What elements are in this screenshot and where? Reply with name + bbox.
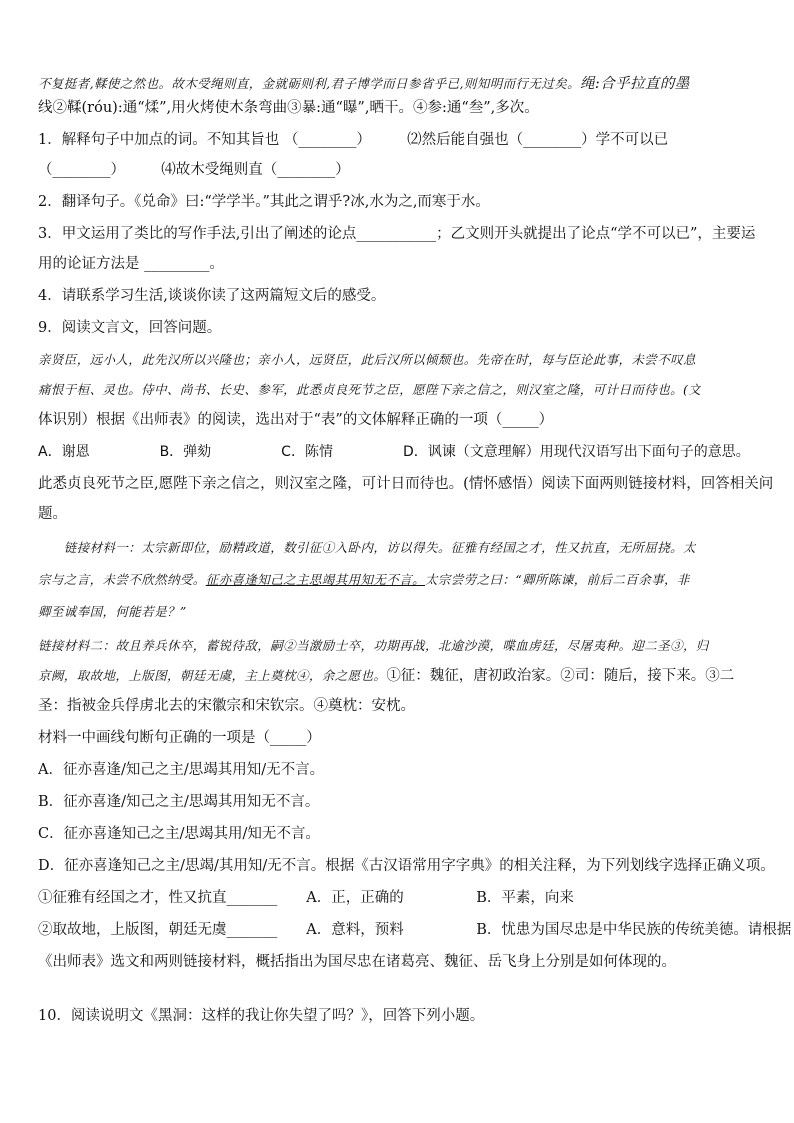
underlined-sentence: 征亦喜逢知己之主思竭其用知无不言。 bbox=[205, 572, 426, 587]
link-material-1-line bbox=[38, 570, 690, 590]
question-2: 2．翻译句子。《兑命》曰:“学学半。”其此之谓乎?冰,水为之,而寒于水。 bbox=[38, 194, 490, 210]
classical-passage-line: 亲贤臣，远小人，此先汉所以兴隆也；亲小人，远贤臣，此后汉所以倾颓也。先帝在时，每与臣论此事，未尝不叹息 bbox=[38, 352, 696, 367]
genre-question: 体识别）根据《出师表》的阅读，选出对于“表”的文体解释正确的一项（_____） bbox=[38, 412, 554, 428]
question-9-heading: 9．阅读文言文，回答问题。 bbox=[38, 320, 222, 336]
annotation-line: 线②鞣(róu):通“煣”,用火烤使木条弯曲③暴:通“曝”,晒干。④参:通“叁”,多次。 bbox=[38, 100, 539, 116]
question-3: 3．甲文运用了类比的写作手法,引出了阐述的论点___________；乙文则开头就提出了论点“学不可以已”，主要运 bbox=[38, 226, 756, 242]
option-d: D．征亦喜逢知己之主/思竭/其用知/无不言。根据《古汉语常用字字典》的相关注释，为下列划线字选择正确义项。 bbox=[38, 858, 775, 874]
question-4: 4．请联系学习生活,谈谈你读了这两篇短文后的感受。 bbox=[38, 288, 386, 304]
link-material-text: 京阙，取故地，上版图，朝廷无虞，主上奠枕④，余之愿也。 bbox=[38, 668, 387, 683]
link-material-1-line: 卿至诚奉国，何能若是？” bbox=[38, 604, 187, 619]
option-c: C．征亦喜逢知己之主/思竭其用/知无不言。 bbox=[38, 826, 320, 842]
punctuation-question: 材料一中画线句断句正确的一项是（_____） bbox=[38, 730, 321, 746]
question-3-continued: 用的论证方法是 _________。 bbox=[38, 256, 224, 272]
question-1-continued: （________） ⑷故木受绳则直（________） bbox=[38, 162, 350, 178]
link-material-1-line: 链接材料一：太宗新即位，励精政道，数引征①入卧内，访以得失。征雅有经国之才，性又抗直，无所屈挠。太 bbox=[38, 540, 696, 555]
word-meaning-item-1: ①征雅有经国之才，性又抗直_______ A．正，正确的 B．平素，向来 bbox=[38, 890, 574, 906]
classical-passage-line: 痛恨于桓、灵也。侍中、尚书、长史、参军，此悉贞良死节之臣，愿陛下亲之信之，则汉室之隆，可计日而待也。(文 bbox=[38, 382, 702, 397]
translation-question: 此悉贞良死节之臣,愿陛下亲之信之，则汉室之隆，可计日而待也。(情怀感悟）阅读下面两则链接材料，回答相关问 bbox=[38, 476, 774, 492]
classical-passage-fragment: 不复挺者,鞣使之然也。故木受绳则直，金就砺则利,君子博学而日参省乎已,则知明而行无过矣。 bbox=[38, 76, 581, 91]
translation-question-continued: 题。 bbox=[38, 506, 67, 522]
link-material-2-line: 链接材料二：故且养兵休卒，蓄锐待敌，嗣②当激励士卒，功期再战，北逾沙漠，喋血虏廷，尽屠夷种。迎二圣③，归 bbox=[38, 638, 709, 653]
text-line bbox=[38, 74, 690, 94]
footnote-text: ①征：魏征，唐初政治家。②司：随后，接下来。③二 bbox=[386, 668, 735, 684]
option-a: A．征亦喜逢/知己之主/思竭其用知/无不言。 bbox=[38, 762, 325, 778]
link-material-text: 太宗尝劳之曰：“卿所陈谏，前后二百余事，非 bbox=[425, 572, 690, 587]
link-material-2-line bbox=[38, 666, 734, 686]
annotation-fragment: 绳:合乎拉直的墨 bbox=[580, 76, 690, 92]
genre-options: A．谢恩 B．弹劾 C．陈情 D．讽谏（文意理解）用现代汉语写出下面句子的意思。 bbox=[38, 444, 750, 460]
question-1: 1．解释句子中加点的词。不知其旨也 （________） ⑵然后能自强也（________）学不可以已 bbox=[38, 132, 669, 148]
option-b: B．征亦喜逢/知己之主/思竭其用知无不言。 bbox=[38, 794, 320, 810]
word-meaning-item-2: ②取故地，上版图，朝廷无虞_______ A．意料，预料 B．忧患为国尽忠是中华民族的传统美德。请根据 bbox=[38, 922, 792, 938]
link-material-text: 宗与之言，未尝不欣然纳受。 bbox=[38, 572, 206, 587]
question-10-heading: 10．阅读说明文《黑洞：这样的我让你失望了吗？》，回答下列小题。 bbox=[38, 1008, 485, 1024]
footnote-line: 圣：指被金兵俘虏北去的宋徽宗和宋钦宗。④奠枕：安枕。 bbox=[38, 698, 415, 714]
summary-question: 《出师表》选文和两则链接材料，概括指出为国尽忠在诸葛亮、魏征、岳飞身上分别是如何体现的。 bbox=[38, 954, 676, 970]
